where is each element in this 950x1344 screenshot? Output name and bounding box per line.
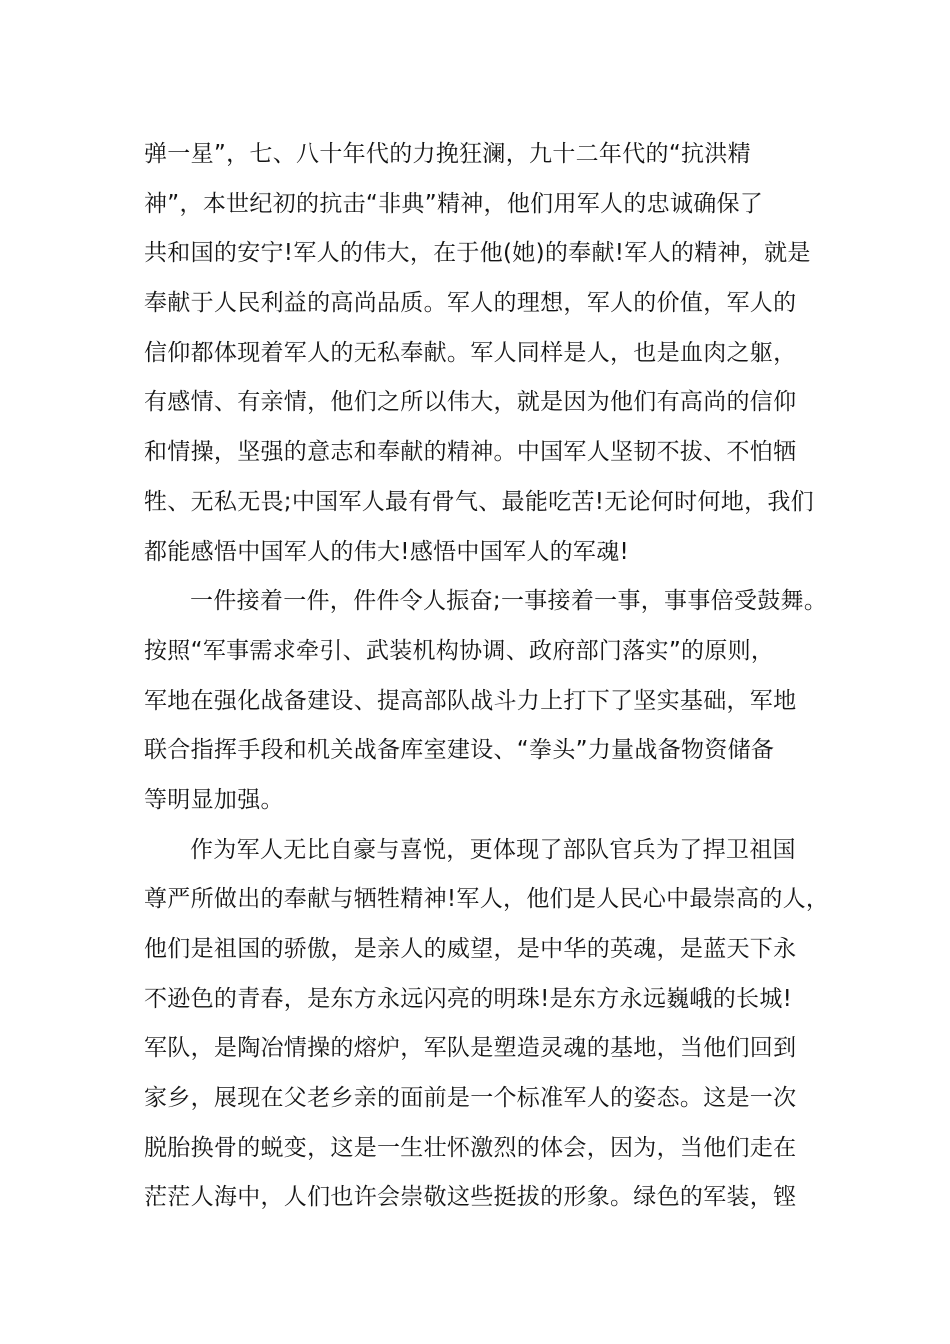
text-line: 军队，是陶冶情操的熔炉，军队是塑造灵魂的基地，当他们回到 xyxy=(144,1035,797,1062)
body-text xyxy=(144,130,830,1223)
text-line: 按照“军事需求牵引、武装机构协调、政府部门落实”的原则， xyxy=(144,637,775,664)
text-line: 家乡，展现在父老乡亲的面前是一个标准军人的姿态。这是一次 xyxy=(144,1085,797,1112)
text-line: 有感情、有亲情，他们之所以伟大，就是因为他们有高尚的信仰 xyxy=(144,389,797,416)
text-line: 奉献于人民利益的高尚品质。军人的理想，军人的价值，军人的 xyxy=(144,290,797,317)
text-line: 脱胎换骨的蜕变，这是一生壮怀激烈的体会，因为，当他们走在 xyxy=(144,1134,797,1161)
text-line: 都能感悟中国军人的伟大!感悟中国军人的军魂! xyxy=(144,538,630,565)
text-line: 他们是祖国的骄傲，是亲人的威望，是中华的英魂，是蓝天下永 xyxy=(144,936,797,962)
text-line: 信仰都体现着军人的无私奉献。军人同样是人，也是血肉之躯， xyxy=(144,339,797,366)
text-line: 牲、无私无畏;中国军人最有骨气、最能吃苦!无论何时何地，我们 xyxy=(144,488,814,515)
paragraph-start-line: 作为军人无比自豪与喜悦，更体现了部队官兵为了捍卫祖国 xyxy=(190,836,796,863)
text-line: 等明显加强。 xyxy=(144,786,284,813)
text-line: 军地在强化战备建设、提高部队战斗力上打下了坚实基础，军地 xyxy=(144,687,797,714)
text-line: 尊严所做出的奉献与牺牲精神!军人，他们是人民心中最崇高的人， xyxy=(144,886,830,913)
paragraph-start-line: 一件接着一件，件件令人振奋;一事接着一事，事事倍受鼓舞。 xyxy=(190,588,828,615)
text-line: 联合指挥手段和机关战备库室建设、“拳头”力量战备物资储备 xyxy=(144,737,775,764)
text-line: 和情操，坚强的意志和奉献的精神。中国军人坚韧不拔、不怕牺 xyxy=(144,439,797,466)
text-line: 神”，本世纪初的抗击“非典”精神，他们用军人的忠诚确保了 xyxy=(144,190,764,217)
text-line: 不逊色的青春，是东方永远闪亮的明珠!是东方永远巍峨的长城! xyxy=(144,985,793,1012)
text-line: 共和国的安宁!军人的伟大，在于他(她)的奉献!军人的精神，就是 xyxy=(144,240,811,267)
text-line: 茫茫人海中，人们也许会崇敬这些挺拔的形象。绿色的军装，铿 xyxy=(144,1184,797,1211)
text-line: 弹一星”，七、八十年代的力挽狂澜，九十二年代的“抗洪精 xyxy=(144,141,751,167)
